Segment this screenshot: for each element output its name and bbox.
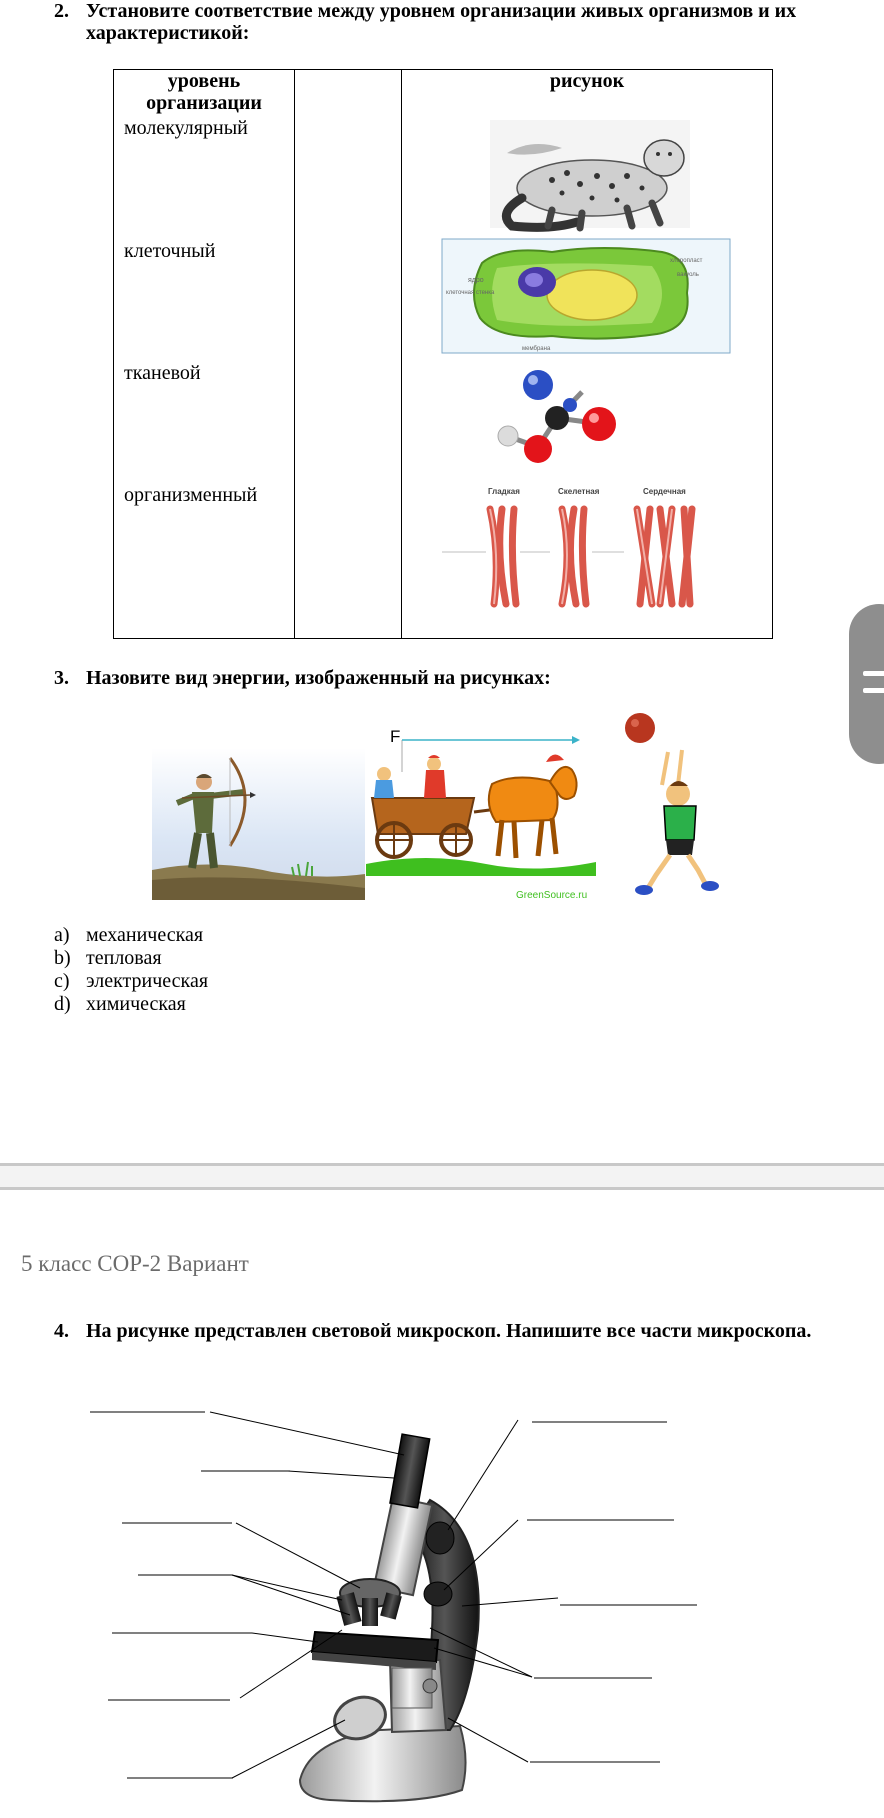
molecule-image (402, 361, 772, 479)
q2-number: 2. (54, 0, 69, 22)
option-text: механическая (86, 924, 204, 946)
boy-ball-image (620, 710, 730, 900)
option-d[interactable] (54, 993, 186, 1016)
level-molecular: молекулярный (124, 116, 248, 139)
label-vacuole: вакуоль (677, 271, 699, 278)
label-chloroplast: хлоропласт (670, 257, 703, 264)
level-cell (114, 484, 295, 639)
level-organism: организменный (124, 483, 258, 506)
label-membrane: мембрана (522, 345, 551, 352)
level-cellular: клеточный (124, 239, 216, 262)
option-letter: b) (54, 947, 71, 969)
option-a[interactable] (54, 924, 203, 947)
col2-header-cell (295, 70, 402, 118)
q2-question-line1: Установите соответствие между уровнем организации живых организмов и их (86, 0, 797, 22)
blank-cell[interactable] (295, 238, 402, 361)
option-letter: a) (54, 924, 70, 946)
horse-cart-image (366, 724, 606, 909)
col1-header-line1: уровень (167, 70, 241, 92)
level-cell (114, 361, 295, 484)
option-text: химическая (86, 993, 186, 1015)
q2-question-line2: характеристикой: (86, 22, 250, 44)
q4-question: На рисунке представлен световой микроскоп. Напишите все части микроскопа. (86, 1320, 812, 1342)
col1-header-line2: организации (146, 92, 262, 114)
variant-header: 5 класс СОР-2 Вариант (21, 1251, 249, 1276)
q3-question: Назовите вид энергии, изображенный на рисунках: (86, 667, 551, 689)
option-b[interactable] (54, 947, 162, 970)
q3-number: 3. (54, 667, 69, 689)
microscope-image (0, 1380, 884, 1818)
force-label: F (390, 727, 401, 746)
blank-cell[interactable] (295, 118, 402, 238)
plant-cell-image (402, 238, 772, 356)
col3-header-cell (402, 70, 773, 118)
label-nucleus: ядро (468, 276, 484, 284)
snow-leopard-image (402, 118, 772, 233)
page-separator-bottom (0, 1187, 884, 1190)
matching-table (113, 69, 773, 639)
side-menu-tab[interactable] (849, 604, 884, 764)
archer-image (152, 748, 365, 900)
level-cell (114, 118, 295, 238)
muscle-tissue-image (402, 484, 772, 619)
picture-cell (402, 484, 773, 639)
page-gap (0, 1166, 884, 1187)
option-c[interactable] (54, 970, 208, 993)
option-text: электрическая (86, 970, 209, 992)
picture-cell (402, 238, 773, 361)
blank-cell[interactable] (295, 361, 402, 484)
level-cell (114, 238, 295, 361)
option-text: тепловая (86, 947, 162, 969)
level-tissue: тканевой (124, 361, 201, 384)
col1-header-cell (114, 70, 295, 118)
menu-bar (863, 671, 884, 676)
label-cell-wall: клеточная стенка (446, 289, 495, 296)
tissue-label-cardiac: Сердечная (643, 486, 686, 496)
q4-number: 4. (54, 1320, 69, 1342)
option-letter: c) (54, 970, 70, 992)
tissue-label-smooth: Гладкая (488, 486, 520, 496)
col3-header: рисунок (549, 70, 625, 92)
image-credit: GreenSource.ru (516, 890, 588, 901)
picture-cell (402, 118, 773, 238)
menu-bar (863, 688, 884, 693)
tissue-label-skeletal: Скелетная (558, 486, 600, 496)
option-letter: d) (54, 993, 71, 1015)
blank-cell[interactable] (295, 484, 402, 639)
picture-cell (402, 361, 773, 484)
